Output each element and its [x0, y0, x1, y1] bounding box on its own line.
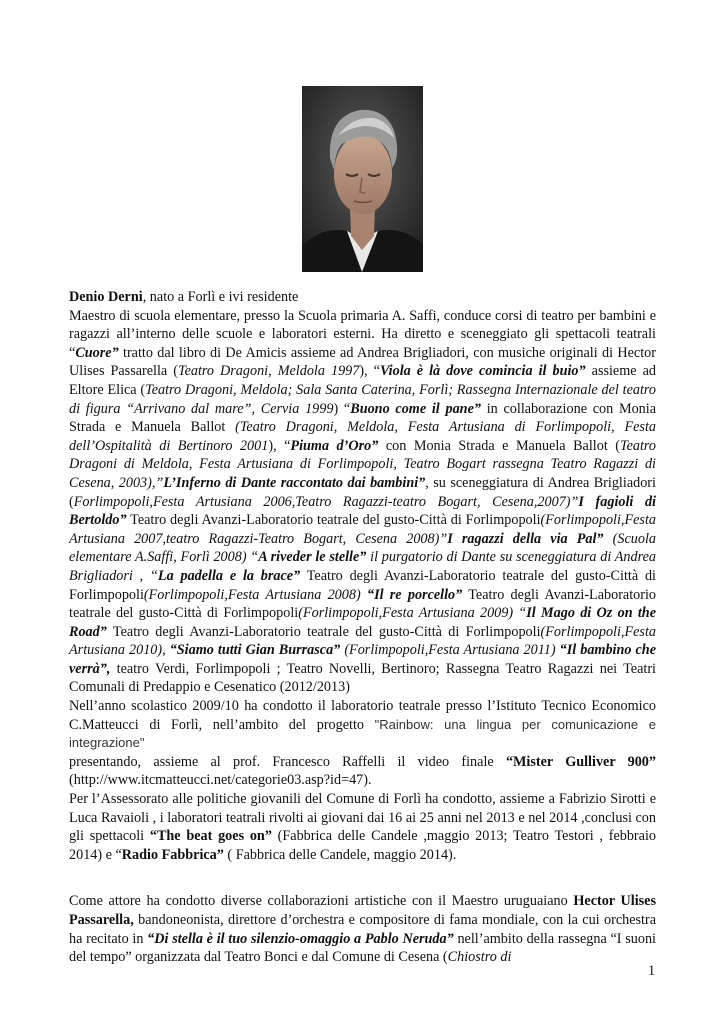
text-run: bandoneonista, direttore d’orchestra e compositore di fama mondiale, con la cui orchestra ha recitato in	[69, 912, 656, 947]
paragraph	[69, 288, 656, 864]
text-run: in collaborazione con Monia Strada e Manuela Ballot	[69, 400, 656, 436]
text-run: (Forlimpopoli,Festa Artusiana 2011)	[340, 642, 560, 659]
text-run: Meldola 1997	[277, 363, 360, 380]
text-run: “Il bambino che verrà”,	[69, 642, 656, 677]
text-run: Cuore”	[75, 344, 119, 361]
text-run: ), “	[268, 437, 291, 454]
text-run: “The beat goes on”	[149, 828, 272, 845]
text-run: Teatro Dragoni	[177, 363, 269, 380]
paragraph-gap	[69, 864, 656, 892]
text-run: , su sceneggiatura di Andrea Brigliadori (	[69, 474, 656, 510]
paragraph	[69, 892, 656, 966]
text-run: I ragazzi della via Pal”	[447, 530, 604, 547]
text-run: L’Inferno di Dante raccontato dai bambini”	[163, 474, 426, 491]
text-run: (Fabbrica delle Candele ,maggio 2013; Teatro Testori , febbraio 2014) e “	[69, 828, 656, 863]
text-run: assieme ad Eltore Elica (	[69, 363, 656, 398]
text-run: “Siamo tutti Gian Burrasca”	[169, 642, 341, 659]
text-run: (Forlimpopoli,Festa Artusiana 2007,teatro Ragazzi-Teatro Bogart, Cesena 2008)”	[69, 512, 656, 547]
text-run: Buono come il pane”	[350, 400, 481, 417]
portrait-photo	[302, 86, 423, 272]
text-run: “Mister Gulliver 900”	[505, 753, 656, 770]
portrait-icon	[302, 86, 423, 272]
text-run: Teatro degli Avanzi-Laboratorio teatrale del gusto-Città di Forlimpopoli	[69, 586, 657, 622]
text-run: Teatro Dragoni di Meldola, Festa Artusiana di Forlimpopoli, Teatro Bogart rassegna Teatro Ragazzi di Cesena, 2003),”	[69, 437, 657, 491]
text-run: (Forlimpopoli,Festa Artusiana 2010),	[69, 623, 656, 659]
text-run: (http://www.itcmatteucci.net/categorie03.asp?id=47).	[69, 772, 372, 789]
text-run: Forlimpopoli,Festa Artusiana 2006,Teatro Ragazzi-teatro Bogart, Cesena,2007)”	[73, 493, 579, 510]
text-run: Denio Derni	[69, 289, 143, 305]
text-run: (Teatro Dragoni, Meldola, Festa Artusiana di Forlimpopoli, Festa dell’Ospitalità di Bertinoro 2001	[69, 419, 656, 454]
text-run: Il Mago di Oz on the Road”	[69, 605, 656, 640]
text-run: La padella e la brace”	[157, 567, 301, 584]
text-run: "Rainbow: una lingua per comunicazione e integrazione"	[69, 716, 656, 751]
text-run: ,	[268, 363, 278, 380]
text-run: “Il re porcello”	[366, 586, 463, 603]
text-run: I fagioli di Bertoldo”	[69, 493, 656, 529]
text-run: Per l’Assessorato alle politiche giovanili del Comune di Forlì ha condotto, assieme a Fabrizio Sirotti e Luca Ravaioli , i laboratori teatrali rivolti ai giovani dai 16 ai 25 anni nel 2013 e nel 2014 ,conclusi con gli spettacoli	[69, 791, 656, 845]
text-run: Teatro Dragoni, Meldola; Sala Santa Caterina, Forlì; Rassegna Internazionale del teatro di figura “Arrivano dal mare”, Cervia 1999	[69, 381, 656, 417]
text-run: Come attore ha condotto diverse collaborazioni artistiche con il Maestro uruguaiano	[69, 893, 574, 910]
biography-text	[69, 288, 656, 967]
page-number: 1	[648, 963, 656, 979]
text-run: Teatro degli Avanzi-Laboratorio teatrale del gusto-Città di Forlimpopoli	[126, 512, 541, 529]
text-run: (Forlimpopoli,Festa Artusiana 2008)	[143, 586, 361, 603]
text-run: ( Fabbrica delle Candele, maggio 2014).	[223, 846, 457, 863]
text-run: tratto dal libro di De Amicis assieme ad Andrea Brigliadori, con musiche originali di Hector Ulises Passarella (	[69, 344, 656, 380]
text-run: Hector Ulises Passarella,	[69, 893, 656, 928]
text-run: teatro Verdi, Forlimpopoli ; Teatro Novelli, Bertinoro; Rassegna Teatro Ragazzi nei Teatri Comunali di Predappio e Cesenatico (2012/2013)	[69, 660, 656, 696]
text-run: A riveder le stelle”	[258, 549, 367, 566]
text-run: Chiostro di	[447, 949, 512, 966]
text-run: Teatro degli Avanzi-Laboratorio teatrale del gusto-Città di Forlimpopoli	[106, 623, 541, 640]
text-run: nell’ambito della rassegna “I suoni del tempo” organizzata dal Teatro Bonci e dal Comune di Cesena (	[69, 930, 656, 966]
text-run: con Monia Strada e Manuela Ballot (	[378, 437, 620, 454]
text-run: Nell’anno scolastico 2009/10 ha condotto il laboratorio teatrale presso l’Istituto Tecnico Economico C.Matteucci di Forlì, nell’ambito del progetto	[69, 698, 656, 733]
text-run: “Di stella è il tuo silenzio-omaggio a Pablo Neruda”	[147, 930, 454, 947]
text-run: Teatro degli Avanzi-Laboratorio teatrale del gusto-Città di Forlimpopoli	[69, 567, 656, 603]
text-run: Maestro di scuola elementare, presso la Scuola primaria A. Saffi, conduce corsi di teatro per bambini e ragazzi all’interno delle scuole e laboratori esterni. Ha diretto e sceneggiato gli spettacoli teatrali “	[69, 307, 656, 361]
text-run: (Forlimpopoli,Festa Artusiana 2009) “	[298, 605, 527, 622]
text-run: il purgatorio di Dante su sceneggiatura di Andrea Brigliadori , “	[69, 549, 656, 584]
text-run: Viola è là dove comincia il buio”	[379, 363, 586, 380]
text-run: Radio Fabbrica”	[121, 846, 224, 863]
text-run: ), “	[359, 363, 380, 380]
text-run: ) “	[333, 400, 351, 417]
text-run: , nato a Forlì e ivi residente	[142, 289, 299, 305]
text-run: Piuma d’Oro”	[290, 437, 379, 454]
text-run: presentando, assieme al prof. Francesco Raffelli il video finale	[69, 753, 506, 770]
text-run: (Scuola elementare A.Saffi, Forlì 2008) “	[69, 530, 656, 566]
